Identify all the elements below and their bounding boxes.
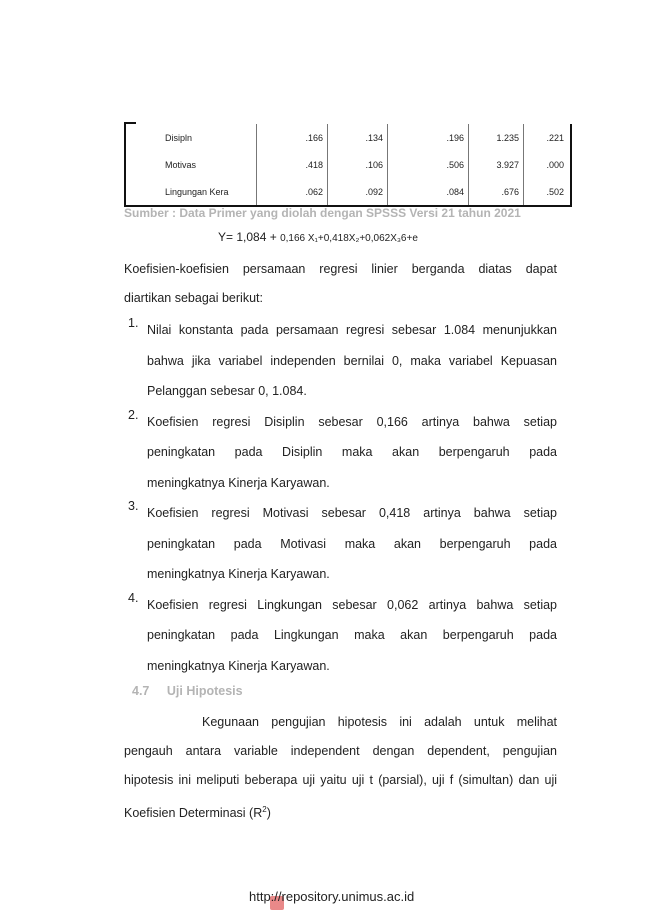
paragraph-line: Koefisien-koefisien persamaan regresi linier berganda diatas dapat — [124, 262, 557, 276]
coef-beta: .506 — [388, 151, 469, 178]
coef-sig: .502 — [546, 186, 564, 197]
regression-equation — [218, 230, 418, 244]
coefficients-table — [124, 124, 572, 207]
list-line: peningkatan pada Lingkungan maka akan berpengaruh pada — [147, 628, 557, 642]
list-number: 4. — [128, 590, 139, 605]
coef-sig: .000 — [546, 159, 564, 170]
list-item — [128, 499, 557, 591]
coef-t: 3.927 — [469, 151, 524, 178]
section-title: Uji Hipotesis — [166, 684, 243, 698]
list-line: meningkatnya Kinerja Karyawan. — [147, 658, 330, 673]
superscript-two: 2 — [262, 805, 267, 814]
coef-beta: .084 — [388, 178, 469, 205]
list-number: 1. — [128, 316, 139, 330]
paragraph-line: hipotesis ini meliputi beberapa uji yaitu uji t (parsial), uji f (simultan) dan uji — [124, 773, 557, 787]
table-source-note: Sumber : Data Primer yang diolah dengan SPSSS Versi 21 tahun 2021 — [124, 206, 521, 220]
list-line: meningkatnya Kinerja Karyawan. — [147, 567, 330, 581]
list-line: bahwa jika variabel independen bernilai 0, maka variabel Kepuasan — [147, 353, 557, 368]
list-item — [128, 316, 557, 408]
repository-url[interactable]: http://repository.unimus.ac.id — [249, 889, 415, 904]
list-item — [128, 591, 557, 683]
table-row — [126, 151, 570, 178]
coef-b: .166 — [257, 124, 328, 151]
paragraph-line: pengauh antara variable independent dengan dependent, pengujian — [124, 744, 557, 758]
coef-t: 1.235 — [469, 124, 524, 151]
list-line: peningkatan pada Motivasi maka akan berpengaruh pada — [147, 536, 557, 551]
variable-name: Disipln — [156, 124, 257, 151]
list-line: meningkatnya Kinerja Karyawan. — [147, 475, 330, 490]
coef-t: .676 — [469, 178, 524, 205]
list-line: peningkatan pada Disiplin maka akan berpengaruh pada — [147, 445, 557, 459]
list-line: Pelanggan sebesar 0, 1.084. — [147, 384, 307, 398]
paragraph-line: Kegunaan pengujian hipotesis ini adalah untuk melihat — [202, 715, 557, 729]
interpretation-list — [128, 316, 557, 682]
variable-name: Motivas — [156, 151, 257, 178]
coef-se: .106 — [328, 151, 388, 178]
coef-b: .062 — [257, 178, 328, 205]
section-number: 4.7 — [132, 684, 150, 698]
equation-rhs: 0,166 X₁+0,418X₂+0,062X₃6+e — [280, 233, 418, 244]
paragraph-line — [124, 795, 557, 824]
table-row — [126, 178, 570, 205]
coef-beta: .196 — [388, 124, 469, 151]
variable-name: Lingungan Kera — [156, 178, 257, 205]
list-line: Koefisien regresi Disiplin sebesar 0,166 artinya bahwa setiap — [147, 414, 557, 429]
list-line: Koefisien regresi Lingkungan sebesar 0,062 artinya bahwa setiap — [147, 597, 557, 612]
coef-se: .134 — [328, 124, 388, 151]
closing-paragraph — [124, 708, 557, 824]
list-number: 2. — [128, 407, 139, 422]
determination-text: Koefisien Determinasi (R — [124, 806, 263, 821]
list-number: 3. — [128, 499, 139, 513]
list-line: Koefisien regresi Motivasi sebesar 0,418 artinya bahwa setiap — [147, 506, 557, 520]
coef-b: .418 — [257, 151, 328, 178]
equation-lhs: Y= 1,084 + — [218, 230, 277, 244]
list-line: Nilai konstanta pada persamaan regresi sebesar 1.084 menunjukkan — [147, 323, 557, 337]
table-row — [126, 124, 570, 151]
closing-paren: ) — [266, 806, 271, 821]
list-item — [128, 408, 557, 500]
section-heading — [132, 684, 243, 698]
table-corner-border — [124, 122, 136, 124]
paragraph-line: diartikan sebagai berikut: — [124, 291, 263, 305]
intro-paragraph — [124, 255, 557, 313]
coef-sig: .221 — [546, 132, 564, 143]
coef-se: .092 — [328, 178, 388, 205]
